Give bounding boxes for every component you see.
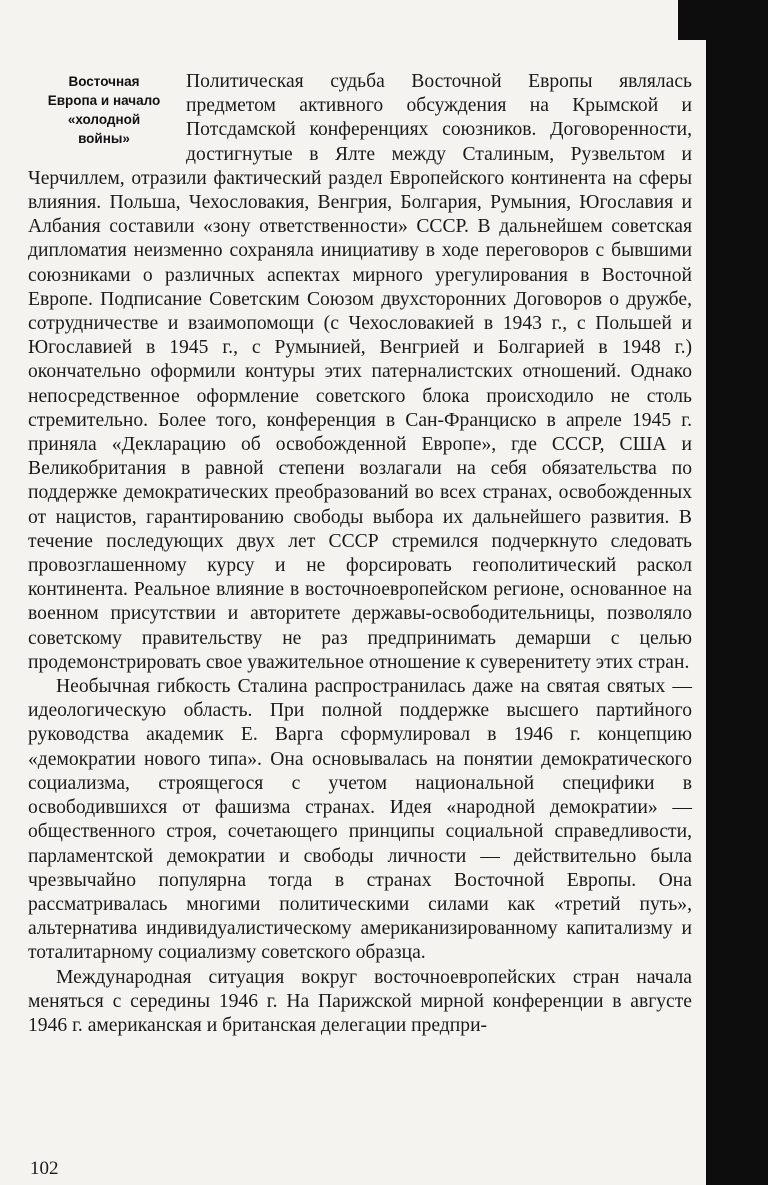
margin-note: Восточная Европа и начало «холодной войны»	[47, 74, 161, 146]
page-body	[28, 70, 692, 1038]
paragraph-2: Необычная гибкость Сталина распространилась даже на святая святых — идеологическую область. При полной поддержке высшего партийного руководства академик Е. Варга сформулировал в 1946 г. концепцию «демократии нового типа». Она основывалась на понятии демократического социализма, строящегося с учетом национальной специфики в освободившихся от фашизма странах. Идея «народной демократии» — общественного строя, сочетающего принципы социальной справедливости, парламентской демократии и свободы личности — действительно была чрезвычайно популярна тогда в странах Восточной Европы. Она рассматривалась многими политическими силами как «третий путь», альтернатива индивидуалистическому американизированному капитализму и тоталитарному социализму советского образца.	[28, 676, 692, 964]
paragraph-3: Международная ситуация вокруг восточноевропейских стран начала меняться с середины 1946 г. На Парижской мирной конференции в августе 1946 г. американская и британская делегации предпри-	[28, 966, 692, 1036]
paragraph-1: Политическая судьба Восточной Европы являлась предметом активного обсуждения на Крымской и Потсдамской конференциях союзников. Договоренности, достигнутые в Ялте между Сталиным, Рузвельтом и Черчиллем, отразили фактический раздел Европейского континента на сферы влияния. Польша, Чехословакия, Венгрия, Болгария, Румыния, Югославия и Албания составили «зону ответственности» СССР. В дальнейшем советская дипломатия неизменно сохраняла инициативу в ходе переговоров с бывшими союзниками о различных аспектах мирного урегулирования в Восточной Европе. Подписание Советским Союзом двухсторонних Договоров о дружбе, сотрудничестве и взаимопомощи (с Чехословакией в 1943 г., с Польшей и Югославией в 1945 г., с Румынией, Венгрией и Болгарией в 1948 г.) окончательно оформили контуры этих патерналистских отношений. Однако непосредственное оформление советского блока происходило не столь стремительно. Более того, конференция в Сан-Франциско в апреле 1945 г. приняла «Декларацию об освобожденной Европе», где СССР, США и Великобритания в равной степени возлагали на себя обязательства по поддержке демократических преобразований во всех странах, освобожденных от нацистов, гарантированию свободы выбора их дальнейшего развития. В течение последующих двух лет СССР стремился подчеркнуто следовать провозглашенному курсу и не форсировать геополитический раскол континента. Реальное влияние в восточноевропейском регионе, основанное на военном присутствии и авторитете державы-освободительницы, позволяло советскому правительству не раз предпринимать демарши с целью продемонстрировать свое уважительное отношение к суверенитету этих стран.	[28, 71, 692, 673]
scan-edge	[706, 0, 768, 1185]
page-number: 102	[30, 1158, 59, 1179]
